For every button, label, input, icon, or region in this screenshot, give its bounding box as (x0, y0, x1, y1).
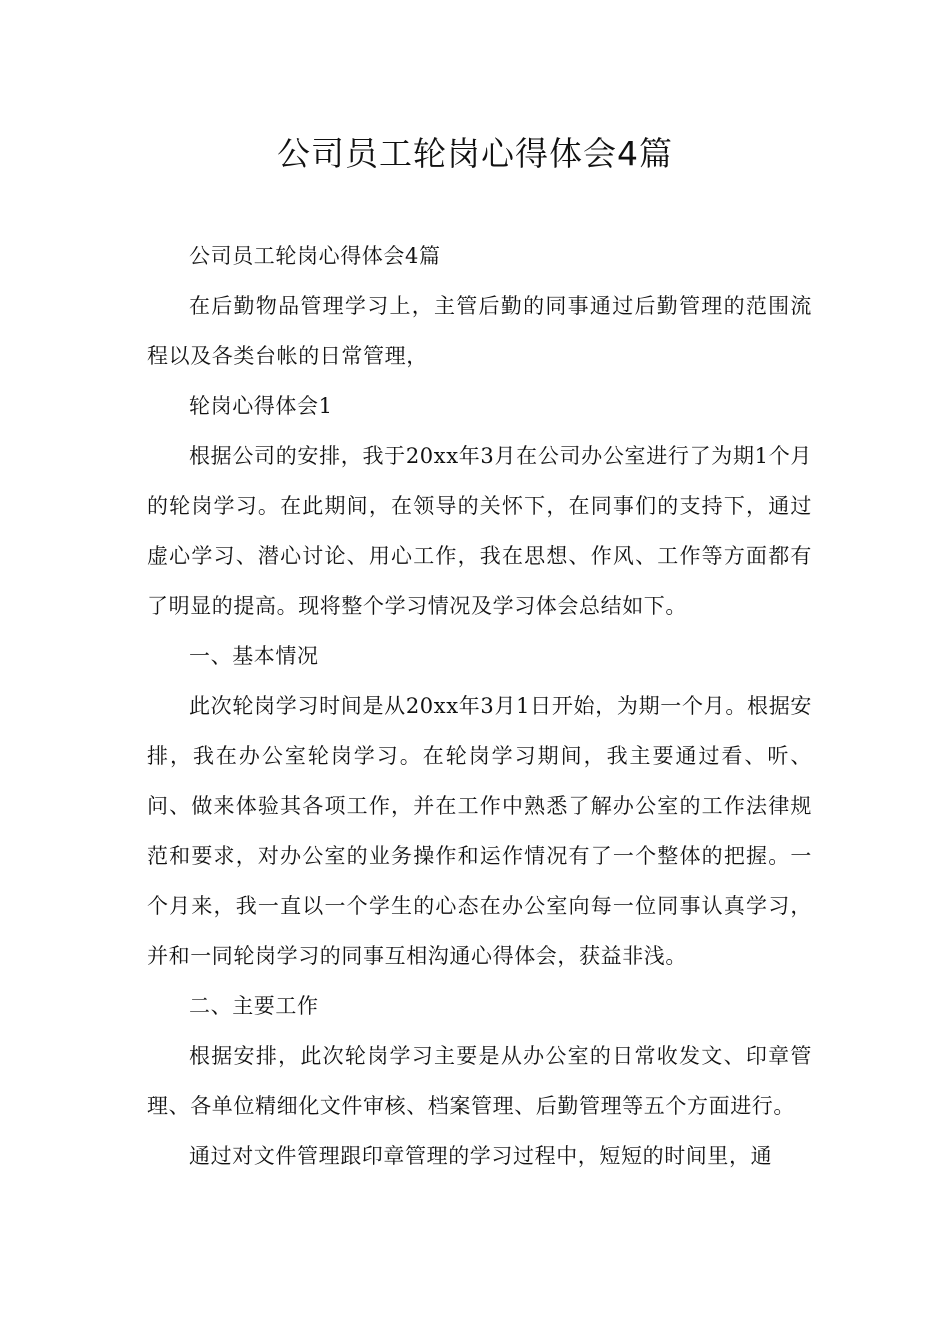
paragraph: 根据安排，此次轮岗学习主要是从办公室的日常收发文、印章管理、各单位精细化文件审核、档案管理、后勤管理等五个方面进行。 (147, 1044, 812, 1118)
document-body (147, 231, 812, 1181)
section-heading-1: 轮岗心得体会1 (189, 394, 333, 418)
document-title: 公司员工轮岗心得体会4篇 (277, 134, 673, 173)
paragraph-subtitle: 公司员工轮岗心得体会4篇 (189, 244, 441, 268)
paragraph: 根据公司的安排，我于20xx年3月在公司办公室进行了为期1个月的轮岗学习。在此期间，在领导的关怀下，在同事们的支持下，通过虚心学习、潜心讨论、用心工作，我在思想、作风、工作等方面都有了明显的提高。现将整个学习情况及学习体会总结如下。 (147, 444, 812, 618)
paragraph: 通过对文件管理跟印章管理的学习过程中，短短的时间里，通 (189, 1144, 773, 1168)
section-heading-main-work: 二、主要工作 (189, 994, 319, 1018)
paragraph: 此次轮岗学习时间是从20xx年3月1日开始，为期一个月。根据安排，我在办公室轮岗学习。在轮岗学习期间，我主要通过看、听、问、做来体验其各项工作，并在工作中熟悉了解办公室的工作法律规范和要求，对办公室的业务操作和运作情况有了一个整体的把握。一个月来，我一直以一个学生的心态在办公室向每一位同事认真学习，并和一同轮岗学习的同事互相沟通心得体会，获益非浅。 (147, 694, 812, 968)
paragraph-intro: 在后勤物品管理学习上，主管后勤的同事通过后勤管理的范围流程以及各类台帐的日常管理， (147, 294, 812, 368)
section-heading-basic: 一、基本情况 (189, 644, 319, 668)
